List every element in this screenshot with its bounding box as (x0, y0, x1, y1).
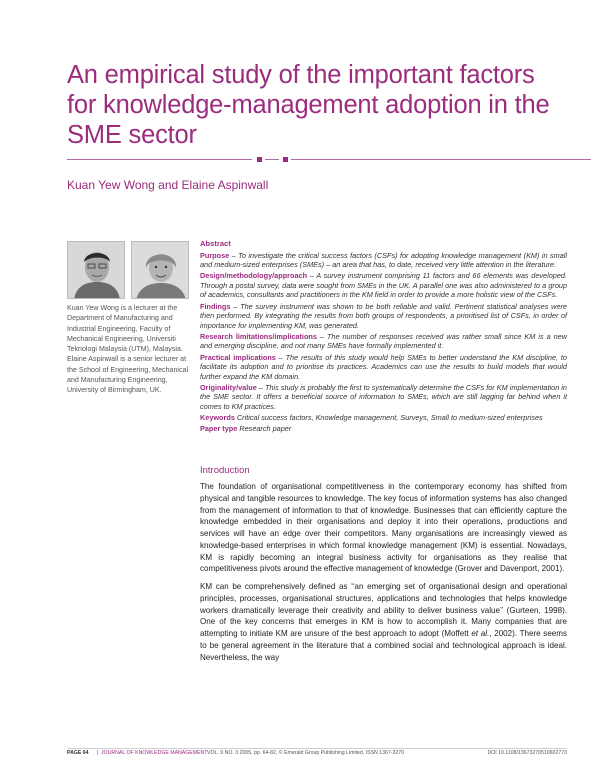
authors: Kuan Yew Wong and Elaine Aspinwall (67, 178, 269, 192)
abstract-keywords: Keywords Critical success factors, Knowledge management, Surveys, Small to medium-sized enterprises (200, 413, 543, 423)
abstract-paper-type: Paper type Research paper (200, 424, 292, 434)
journal-name: JOURNAL OF KNOWLEDGE MANAGEMENT (101, 750, 208, 756)
author-photo-wong (67, 241, 125, 299)
abstract (200, 239, 567, 435)
introduction-body (200, 481, 567, 669)
footer-rule (67, 748, 567, 749)
abstract-limitations: Research limitations/implications – The number of responses received was rather small since KM is a new and emerging discipline, and not many SMEs have formally implemented it. (200, 331, 567, 351)
article-title: An empirical study of the important factors for knowledge-management adoption in the SME sector (67, 61, 550, 149)
abstract-practical: Practical implications – The results of this study would help SMEs to better understand the KM discipline, to facilitate its adoption and to prioritise its practices. Academics can use the results to build models that would further expand the KM domain. (200, 352, 567, 381)
footer-separator: | (97, 750, 99, 756)
page-number: PAGE 64 (67, 750, 89, 756)
abstract-findings: Findings – The survey instrument was shown to be both reliable and valid. Pertinent statistical analyses were then performed. By integrating the results from both groups of respondents, a prioritised list of CSFs, in order of importance for implementing KM, was generated. (200, 301, 567, 330)
introduction-heading: Introduction (200, 465, 250, 476)
doi: DOI 10.1108/13673270510602773 (487, 750, 567, 756)
volume-info: VOL. 9 NO. 3 2005, pp. 64-82, © Emerald Group Publishing Limited, ISSN 1367-3270 (207, 750, 405, 756)
author-bio (67, 303, 189, 396)
title-divider (67, 157, 567, 163)
author-photo-aspinwall (131, 241, 189, 299)
abstract-purpose: Purpose – To investigate the critical success factors (CSFs) for adopting knowledge management (KM) in small and medium-sized enterprises (SMEs) – an area that has, to date, received very little attention in the literature. (200, 250, 567, 270)
abstract-heading: Abstract (200, 239, 231, 248)
abstract-originality: Originality/value – This study is probably the first to systematically determine the CSFs for KM implementation in the SME sector. It offers a beneficial source of information to SMEs, which are still lagging far behind when it comes to KM practices. (200, 382, 567, 411)
abstract-design: Design/methodology/approach – A survey instrument comprising 11 factors and 66 elements was developed. Through a postal survey, data were sought from SMEs in the UK. A parallel one was also administered to a group of academics, consultants and practitioners in the KM field in order to provide a more holistic view of the CSFs. (200, 271, 567, 300)
author-bio-text: Kuan Yew Wong is a lecturer at the Department of Manufacturing and Industrial Engineering, Faculty of Mechanical Engineering, Universiti Teknologi Malaysia (UTM), Malaysia. Elaine Aspinwall is a senior lecturer at the School of Engineering, Mechanical and Manufacturing Engineering, University of Birmingham, UK. (67, 304, 189, 395)
paragraph-1: The foundation of organisational competitiveness in the contemporary economy has shifted from physical and tangible resources to knowledge. The key focus of information systems has also changed from the management of information to that of knowledge. Businesses that can efficiently capture the knowledge embedded in their organisations and deploy it into their operations, productions and services will have an edge over their competitors. Many organisations are increasingly viewed as knowledge-based enterprises in which formal knowledge management (KM) is essential. Nowadays, KM is rapidly becoming an integral business activity for organisations as they realise that competitiveness pivots around the effective management of knowledge (Grover and Davenport, 2001). (200, 482, 567, 574)
paragraph-2: KM can be comprehensively defined as ‘‘an emerging set of organisational design and operational principles, processes, organisational structures, applications and technologies that helps knowledge workers dramatically leverage their creativity and ability to deliver business value’’ (Gurteen, 1998). One of the key concerns that emerges in KM is how to accomplish it. Many companies that are attempting to initiate KM are unsure of the best approach to adopt (Moffett et al., 2002). There seems to be general agreement in the literature that a combined social and technological approach is ideal. Nevertheless, the way (200, 582, 567, 662)
